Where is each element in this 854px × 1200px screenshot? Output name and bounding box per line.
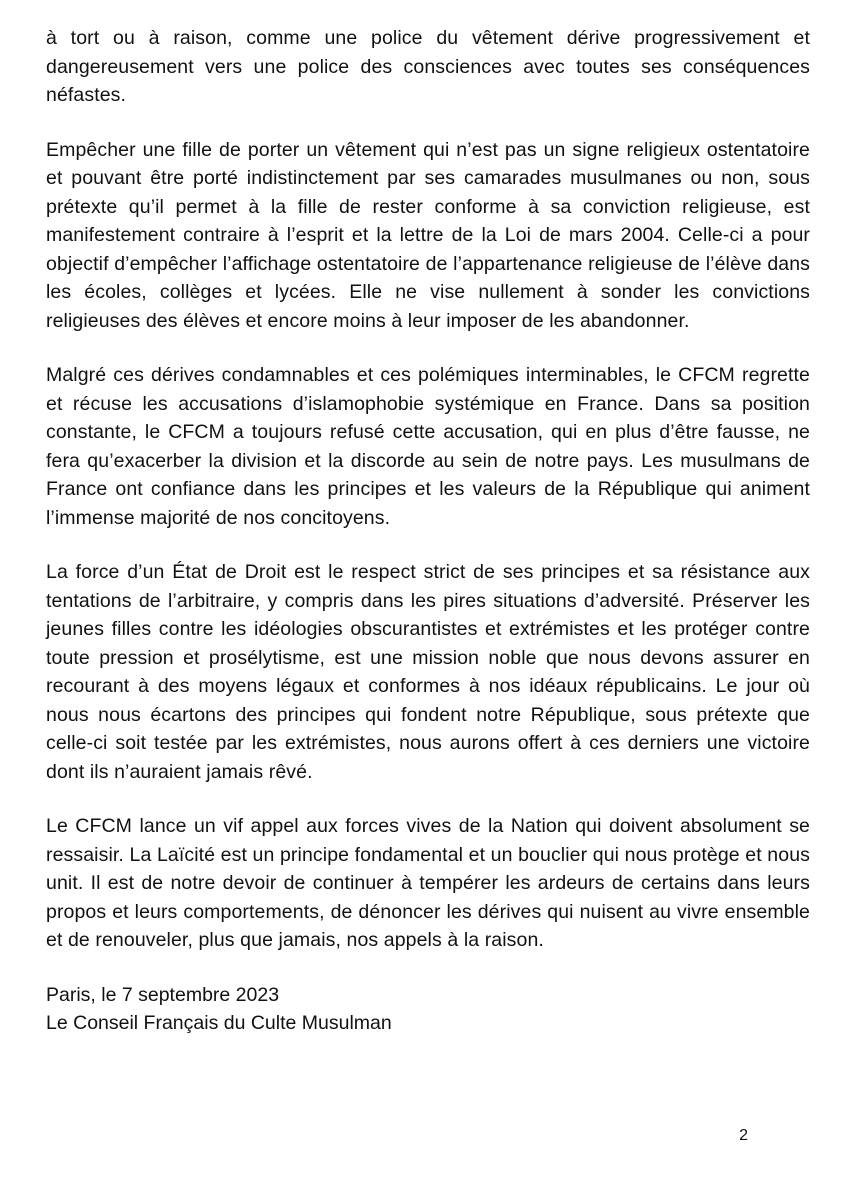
signature-organization: Le Conseil Français du Culte Musulman	[46, 1012, 392, 1034]
document-body	[46, 24, 810, 1038]
paragraph-2: Empêcher une fille de porter un vêtement qui n’est pas un signe religieux ostentatoire et pouvant être porté indistinctement par ses camarades musulmanes ou non, sous prétexte qu’il permet à la fille de rester conforme à sa conviction religieuse, est manifestement contraire à l’esprit et la lettre de la Loi de mars 2004. Celle-ci a pour objectif d’empêcher l’affichage ostentatoire de l’appartenance religieuse de l’élève dans les écoles, collèges et lycées. Elle ne vise nullement à sonder les convictions religieuses des élèves et encore moins à leur imposer de les abandonner.	[46, 138, 810, 332]
page-number: 2	[739, 1127, 748, 1144]
signature-block	[46, 981, 810, 1038]
paragraph-4: La force d’un État de Droit est le respect strict de ses principes et sa résistance aux tentations de l’arbitraire, y compris dans les pires situations d’adversité. Préserver les jeunes filles contre les idéologies obscurantistes et extrémistes et les protéger contre toute pression et prosélytisme, est une mission noble que nous devons assurer en recourant à des moyens légaux et conformes à nos idéaux républicains. Le jour où nous nous écartons des principes qui fondent notre République, sous prétexte que celle-ci soit testée par les extrémistes, nous aurons offert à ces derniers une victoire dont ils n’auraient jamais rêvé.	[46, 561, 810, 783]
paragraph-5: Le CFCM lance un vif appel aux forces vives de la Nation qui doivent absolument se ressaisir. La Laïcité est un principe fondamental et un bouclier qui nous protège et nous unit. Il est de notre devoir de continuer à tempérer les ardeurs de certains dans leurs propos et leurs comportements, de dénoncer les dérives qui nuisent au vivre ensemble et de renouveler, plus que jamais, nos appels à la raison.	[46, 815, 810, 951]
paragraph-1: à tort ou à raison, comme une police du vêtement dérive progressivement et dangereusement vers une police des consciences avec toutes ses conséquences néfastes.	[46, 27, 810, 106]
signature-place-date: Paris, le 7 septembre 2023	[46, 983, 280, 1006]
paragraph-3: Malgré ces dérives condamnables et ces polémiques interminables, le CFCM regrette et récuse les accusations d’islamophobie systémique en France. Dans sa position constante, le CFCM a toujours refusé cette accusation, qui en plus d’être fausse, ne fera qu’exacerber la division et la discorde au sein de notre pays. Les musulmans de France ont confiance dans les principes et les valeurs de la République qui animent l’immense majorité de nos concitoyens.	[46, 364, 810, 529]
